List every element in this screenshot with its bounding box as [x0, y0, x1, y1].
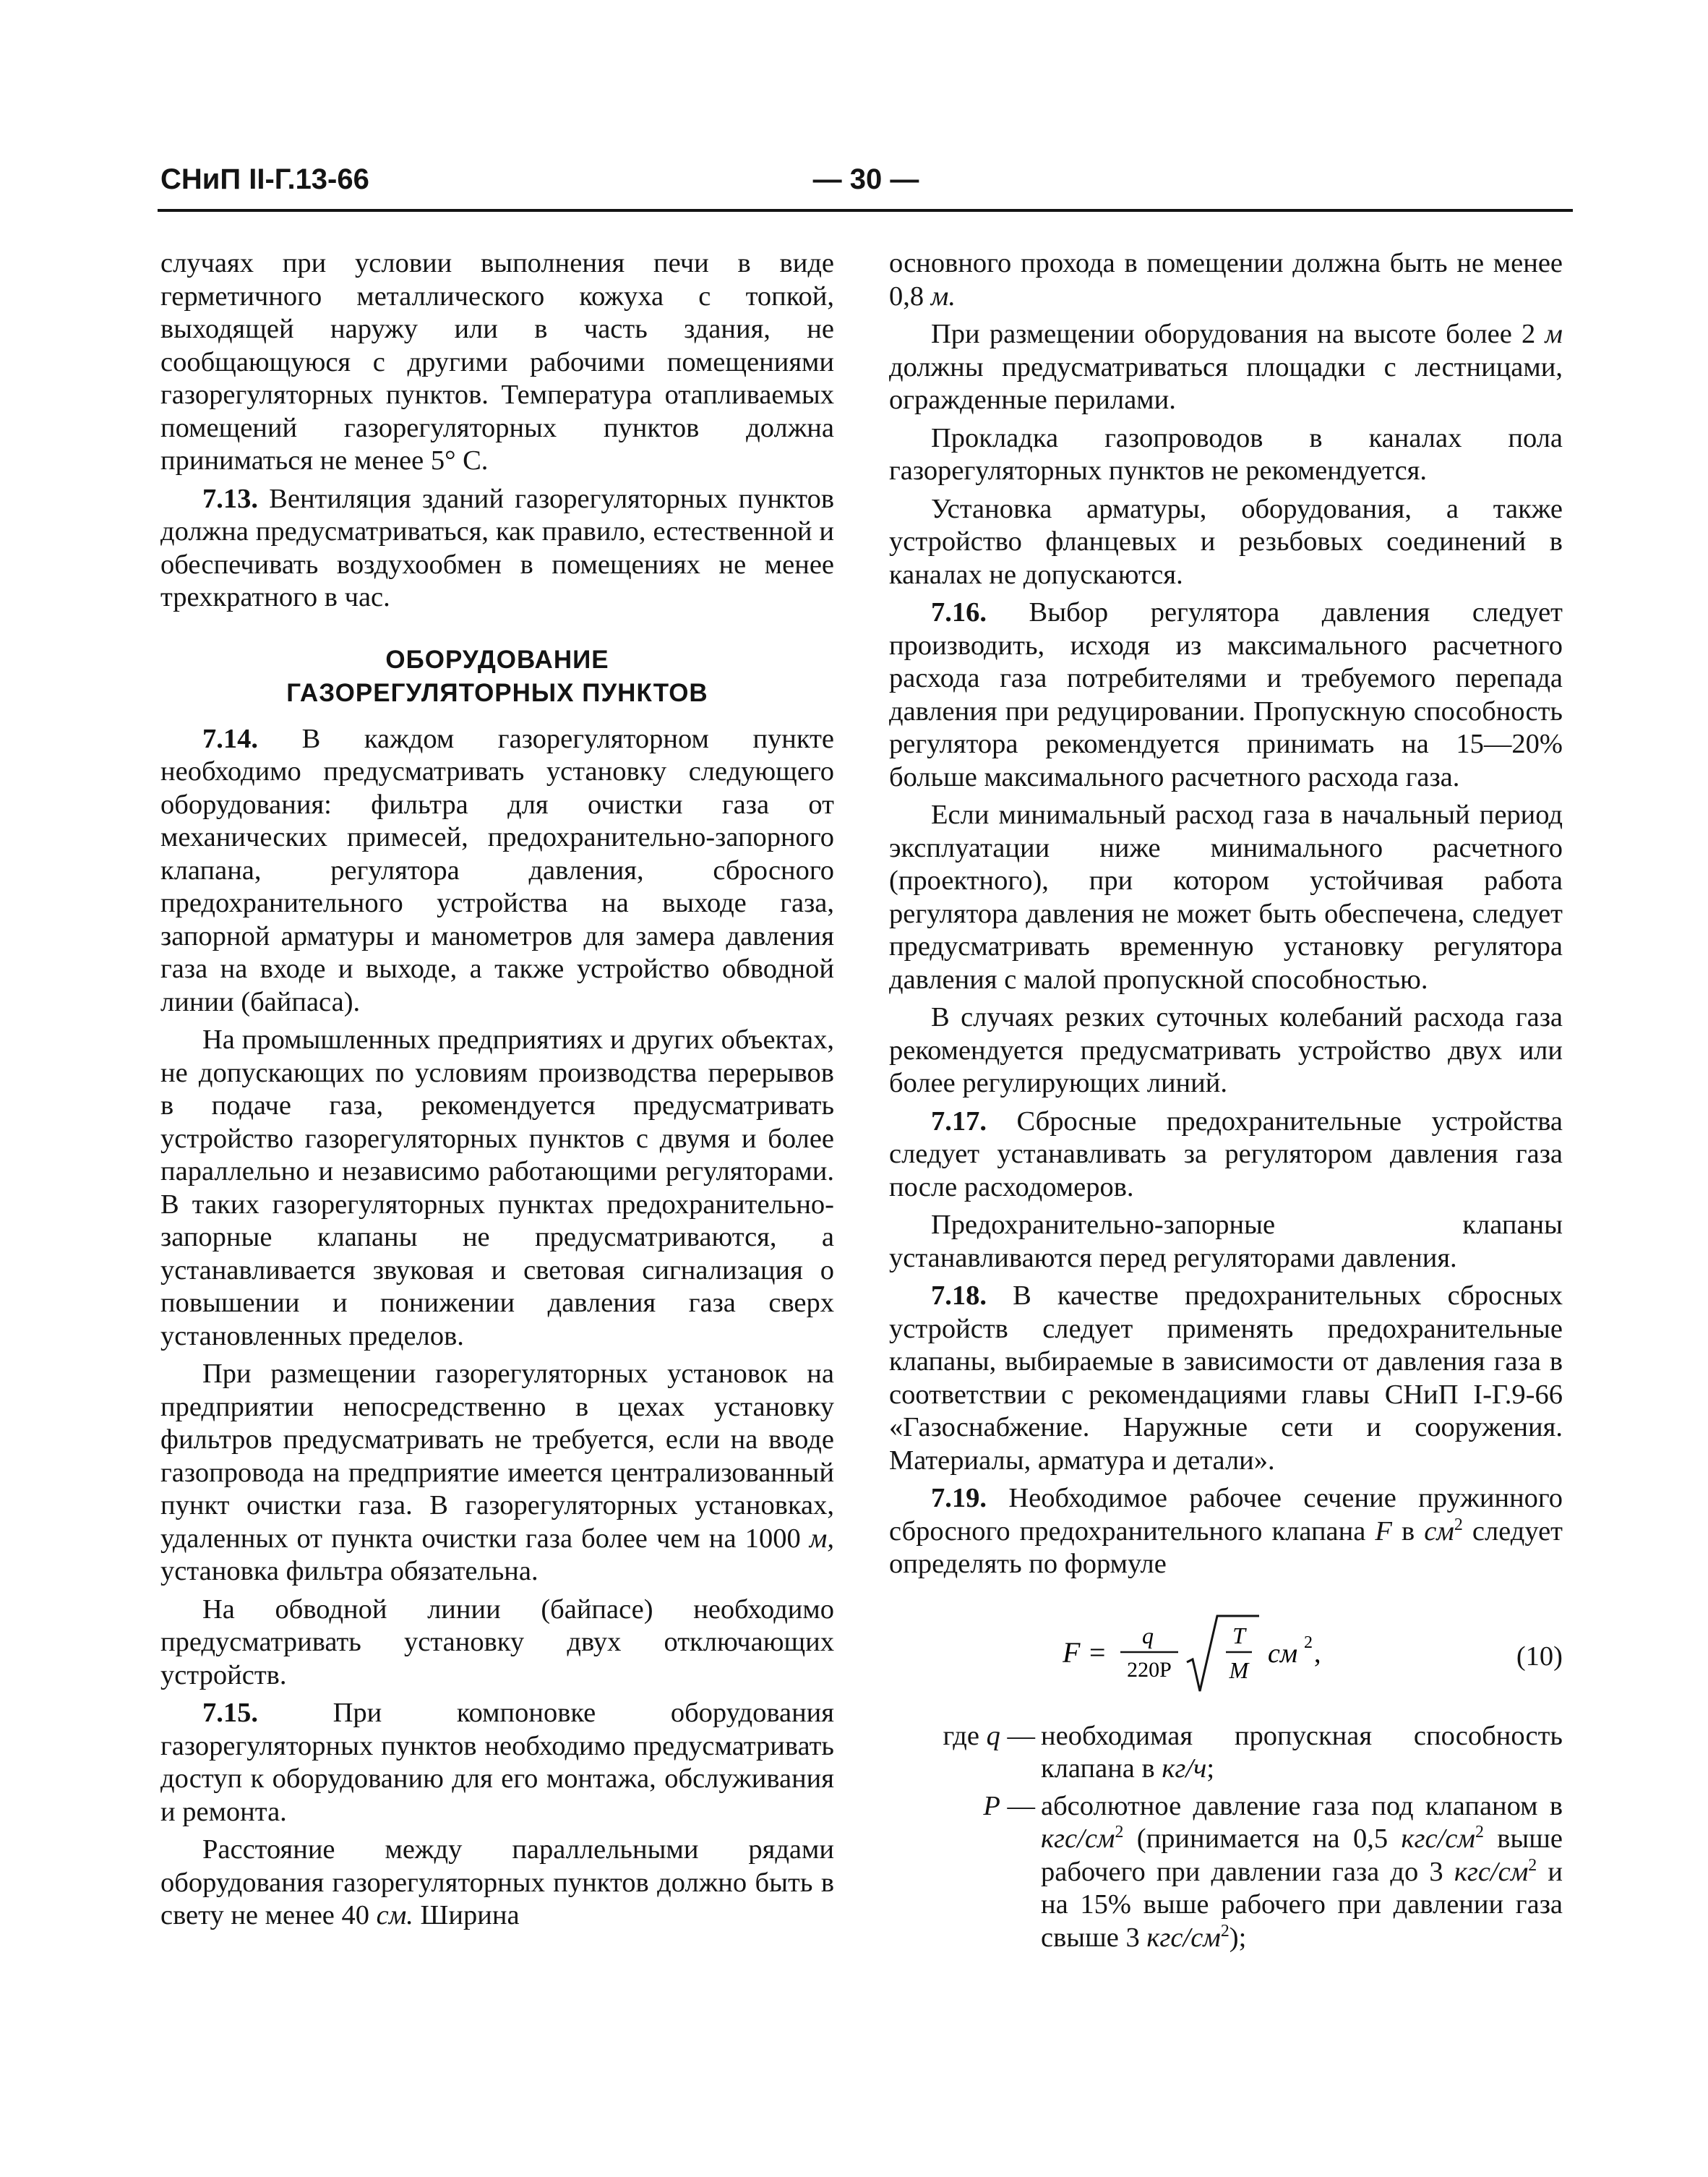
superscript: 2 [1220, 1921, 1229, 1941]
formula-denominator: 220P [1127, 1657, 1172, 1682]
clause-number: 7.19. [931, 1483, 987, 1513]
superscript: 2 [1528, 1855, 1537, 1875]
text-run: основного прохода в помещении должна быть не менее 0,8 [889, 248, 1563, 312]
superscript: 2 [1475, 1823, 1484, 1842]
superscript: 2 [1454, 1515, 1463, 1534]
paragraph: Установка арматуры, оборудования, а также устройство фланцевых и резьбовых соединений в каналах не допускаются. [889, 493, 1563, 590]
formula-comma: , [1314, 1638, 1321, 1669]
clause-number: 7.18. [931, 1280, 987, 1311]
text-run: и на 15% выше рабочего при давлении газа свыше 3 [1041, 1856, 1563, 1953]
dash: — [1007, 1790, 1035, 1821]
unit: см [1424, 1515, 1454, 1547]
formula-numerator: q [1142, 1622, 1154, 1648]
paragraph [160, 1834, 834, 1933]
unit: кгс/см [1454, 1856, 1529, 1887]
section-heading-line-2: ГАЗОРЕГУЛЯТОРНЫХ ПУНКТОВ [286, 678, 708, 707]
paragraph-7-13 [160, 483, 834, 615]
text-run: При размещении газорегуляторных установок на предприятии непосредственно в цехах установку фильтров предусматривать не требуется, если на вводе газопровода на предприятие имеется централизованный пункт очистки газа. В газорегуляторных установках, удаленных от пункта очистки газа более чем на 1000 [160, 1359, 834, 1554]
document-code: СНиП II-Г.13-66 [160, 163, 369, 195]
paragraph: Прокладка газопроводов в каналах пола газорегуляторных пунктов не рекомендуется. [889, 422, 1563, 486]
equation-number: (10) [1516, 1641, 1563, 1672]
unit: кгс/см [1401, 1823, 1475, 1854]
paragraph-7-14 [160, 723, 834, 1019]
legend-item-q [889, 1720, 1563, 1786]
formula-legend [889, 1720, 1563, 1955]
formula-expression [1063, 1606, 1438, 1707]
text-run: Ширина [413, 1900, 520, 1930]
paragraph: Если минимальный расход газа в начальный период эксплуатации ниже минимального расчетного (проектного), при котором устойчивая работа регулятора давления не может быть обеспечена, следует предусматривать временную установку регулятора давления с малой пропускной способностью. [889, 800, 1563, 995]
text-run: Расстояние между параллельными рядами оборудования газорегуляторных пунктов должно быть в свету не менее 40 [160, 1834, 834, 1930]
right-column [889, 247, 1563, 1959]
text-run: (принимается на 0,5 [1123, 1823, 1402, 1854]
text-run: должны предусматриваться площадки с лестницами, огражденные перилами. [889, 351, 1563, 415]
left-column [160, 247, 834, 1938]
page-header [160, 163, 1571, 207]
paragraph-7-16 [889, 596, 1563, 794]
paragraph-7-18 [889, 1280, 1563, 1477]
clause-text: При компоновке оборудования газорегуляторных пунктов необходимо предусматривать доступ к оборудованию для его монтажа, обслуживания и ремонта. [160, 1698, 834, 1827]
superscript: 2 [1115, 1823, 1124, 1842]
unit: кгс/см [1146, 1922, 1221, 1953]
text-run: выше рабочего при давлении газа до 3 [1041, 1823, 1563, 1887]
variable: F [1375, 1515, 1392, 1547]
section-heading-line-1: ОБОРУДОВАНИЕ [385, 645, 609, 674]
clause-number: 7.16. [931, 597, 987, 628]
legend-definition [1041, 1720, 1563, 1786]
text-run: следует определять по формуле [889, 1515, 1563, 1579]
text-run: Необходимое рабочее сечение пружинного сбросного предохранительного клапана [889, 1483, 1563, 1547]
root-numerator: T [1232, 1622, 1245, 1648]
text-run: установка фильтра обязательна. [160, 1556, 538, 1586]
text-run: При размещении оборудования на высоте более 2 [931, 319, 1545, 349]
unit: кгс/см [1041, 1823, 1115, 1854]
section-heading [160, 643, 834, 710]
clause-number: 7.14. [202, 723, 258, 754]
paragraph [160, 1358, 834, 1588]
where-word: где [943, 1720, 979, 1751]
unit: м. [930, 281, 956, 312]
clause-text: Вентиляция зданий газорегуляторных пунктов должна предусматриваться, как правило, естественной и обеспечивать воздухообмен в помещениях не менее трехкратного в час. [160, 483, 835, 612]
formula-10 [889, 1599, 1563, 1707]
unit: кг/ч [1162, 1753, 1207, 1784]
clause-number: 7.13. [202, 483, 258, 514]
paragraph-7-19 [889, 1482, 1563, 1581]
unit: см. [376, 1900, 413, 1930]
legend-definition [1041, 1790, 1563, 1955]
paragraph: На обводной линии (байпасе) необходимо предусматривать установку двух отключающих устройств. [160, 1594, 834, 1690]
legend-item-p [889, 1790, 1563, 1955]
text-run: в [1391, 1515, 1425, 1547]
page-number: — 30 — [812, 163, 919, 195]
paragraph [889, 318, 1563, 417]
formula-unit: см [1268, 1638, 1298, 1669]
formula-lhs: F = [1063, 1635, 1107, 1669]
clause-number: 7.17. [931, 1105, 987, 1137]
legend-symbol [889, 1790, 1041, 1955]
unit: м [1545, 319, 1563, 349]
clause-text: В качестве предохранительных сбросных устройств следует применять предохранительные клапаны, выбираемые в зависимости от давления газа в соответствии с рекомендациями главы СНиП I-Г.9-66 «Газоснабжение. Наружные сети и сооружения. Материалы, арматура и детали». [889, 1280, 1563, 1476]
clause-number: 7.15. [202, 1698, 258, 1728]
root-denominator: M [1229, 1656, 1249, 1683]
dash: — [1007, 1720, 1035, 1751]
paragraph-7-17 [889, 1105, 1563, 1205]
header-rule [158, 209, 1573, 212]
text-run: необходимая пропускная способность клапана в [1041, 1720, 1563, 1784]
clause-text: Выбор регулятора давления следует производить, исходя из максимального расчетного расхода газа потребителями и требуемого перепада давления при редуцировании. Пропускную способность регулятора рекомендуется принимать на 15—20% больше максимального расчетного расхода газа. [889, 597, 1563, 792]
text-run: ; [1206, 1753, 1215, 1784]
clause-text: Сбросные предохранительные устройства следует устанавливать за регулятором давления газа после расходомеров. [889, 1105, 1563, 1202]
paragraph: случаях при условии выполнения печи в виде герметичного металлического кожуха с топкой, выходящей наружу или в часть здания, не сообщающуюся с другими рабочими помещениями газорегуляторных пунктов. Температура отапливаемых помещений газорегуляторных пунктов должна приниматься не менее 5° С. [160, 248, 834, 476]
clause-text: В каждом газорегуляторном пункте необходимо предусматривать установку следующего оборудования: фильтра для очистки газа от механических примесей, предохранительно-запорного клапана, регулятора давления, сбросного предохранительного устройства на выходе газа, запорной арматуры и манометров для замера давления газа на входе и выходе, а также устройство обводной линии (байпаса). [160, 723, 835, 1017]
unit: м, [809, 1523, 834, 1554]
paragraph: В случаях резких суточных колебаний расхода газа рекомендуется предусматривать устройство двух или более регулирующих линий. [889, 1002, 1563, 1098]
formula-unit-sup: 2 [1304, 1633, 1313, 1652]
paragraph: На промышленных предприятиях и других объектах, не допускающих по условиям производства перерывов в подаче газа, рекомендуется предусматривать устройство газорегуляторных пунктов с двумя и более параллельно и независимо работающими регуляторами. В таких газорегуляторных пунктах предохранительно-запорные клапаны не предусматриваются, а устанавливается звуковая и световая сигнализация о повышении и понижении давления газа сверх установленных пределов. [160, 1025, 834, 1351]
text-run: абсолютное давление газа под клапаном в [1041, 1790, 1563, 1821]
symbol-q: q [986, 1720, 1000, 1751]
paragraph-7-15 [160, 1697, 834, 1829]
symbol-p: P [983, 1790, 1000, 1821]
paragraph [889, 247, 1563, 313]
paragraph: Предохранительно-запорные клапаны устанавливаются перед регуляторами давления. [889, 1210, 1563, 1273]
text-run: ); [1229, 1922, 1247, 1953]
legend-symbol [889, 1720, 1041, 1786]
